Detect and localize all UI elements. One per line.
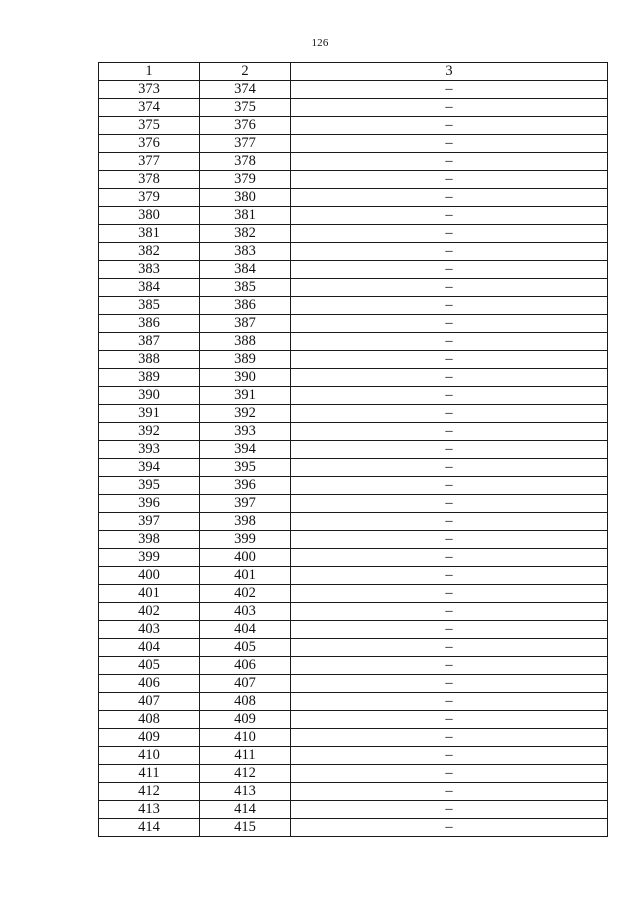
header-row	[99, 63, 608, 81]
table-cell-col-3: –	[291, 729, 608, 747]
table-row	[99, 243, 608, 261]
table-cell-col-2: 407	[200, 675, 291, 693]
table-cell-col-3: –	[291, 351, 608, 369]
table-cell-col-2: 404	[200, 621, 291, 639]
table-row	[99, 531, 608, 549]
table-cell-col-1: 401	[99, 585, 200, 603]
table-cell-col-2: 380	[200, 189, 291, 207]
table-cell-col-2: 409	[200, 711, 291, 729]
table-cell-col-1: 379	[99, 189, 200, 207]
table-cell-col-1: 386	[99, 315, 200, 333]
table-cell-col-3: –	[291, 243, 608, 261]
table-cell-col-2: 385	[200, 279, 291, 297]
table-cell-col-2: 408	[200, 693, 291, 711]
table-cell-col-3: –	[291, 387, 608, 405]
table-row	[99, 297, 608, 315]
table-row	[99, 819, 608, 837]
table-cell-col-2: 405	[200, 639, 291, 657]
table-cell-col-1: 395	[99, 477, 200, 495]
table-cell-col-1: 376	[99, 135, 200, 153]
table-row	[99, 495, 608, 513]
table-cell-col-3: –	[291, 171, 608, 189]
table-cell-col-1: 397	[99, 513, 200, 531]
table-cell-col-1: 381	[99, 225, 200, 243]
table-cell-col-2: 406	[200, 657, 291, 675]
table-row	[99, 153, 608, 171]
table-cell-col-3: –	[291, 567, 608, 585]
table-row	[99, 477, 608, 495]
table-cell-col-3: –	[291, 81, 608, 99]
table-cell-col-2: 391	[200, 387, 291, 405]
table-cell-col-2: 410	[200, 729, 291, 747]
table-cell-col-3: –	[291, 693, 608, 711]
table-row	[99, 675, 608, 693]
table-cell-col-1: 393	[99, 441, 200, 459]
table-row	[99, 711, 608, 729]
table-cell-col-1: 392	[99, 423, 200, 441]
table-row	[99, 621, 608, 639]
table-cell-col-2: 384	[200, 261, 291, 279]
table-cell-col-3: –	[291, 657, 608, 675]
table-row	[99, 747, 608, 765]
table-cell-col-2: 401	[200, 567, 291, 585]
table-cell-col-3: –	[291, 423, 608, 441]
table-cell-col-1: 403	[99, 621, 200, 639]
table-row	[99, 279, 608, 297]
table-cell-col-1: 394	[99, 459, 200, 477]
table-cell-col-3: –	[291, 513, 608, 531]
table-row	[99, 99, 608, 117]
table-cell-col-2: 374	[200, 81, 291, 99]
table-row	[99, 81, 608, 99]
table-cell-col-2: 412	[200, 765, 291, 783]
table-cell-col-2: 411	[200, 747, 291, 765]
table-cell-col-2: 388	[200, 333, 291, 351]
table-cell-col-2: 398	[200, 513, 291, 531]
table-cell-col-1: 411	[99, 765, 200, 783]
table-cell-col-2: 400	[200, 549, 291, 567]
table-cell-col-3: –	[291, 585, 608, 603]
table-row	[99, 513, 608, 531]
table-cell-col-3: –	[291, 261, 608, 279]
table-cell-col-1: 408	[99, 711, 200, 729]
table-cell-col-2: 379	[200, 171, 291, 189]
column-header-3: 3	[291, 63, 608, 81]
table-cell-col-2: 396	[200, 477, 291, 495]
table-cell-col-3: –	[291, 549, 608, 567]
table-row	[99, 315, 608, 333]
page-number: 126	[311, 37, 329, 49]
table-cell-col-1: 382	[99, 243, 200, 261]
table-cell-col-1: 383	[99, 261, 200, 279]
table-cell-col-1: 409	[99, 729, 200, 747]
table-cell-col-1: 398	[99, 531, 200, 549]
table-cell-col-1: 396	[99, 495, 200, 513]
table-cell-col-1: 414	[99, 819, 200, 837]
table-cell-col-1: 377	[99, 153, 200, 171]
table-cell-col-3: –	[291, 801, 608, 819]
table-cell-col-1: 373	[99, 81, 200, 99]
table-row	[99, 117, 608, 135]
table-row	[99, 585, 608, 603]
table-cell-col-3: –	[291, 459, 608, 477]
table-row	[99, 657, 608, 675]
table-row	[99, 333, 608, 351]
table-cell-col-1: 380	[99, 207, 200, 225]
table-cell-col-2: 378	[200, 153, 291, 171]
table-cell-col-3: –	[291, 189, 608, 207]
table-cell-col-3: –	[291, 297, 608, 315]
column-header-2: 2	[200, 63, 291, 81]
table-cell-col-3: –	[291, 477, 608, 495]
table-cell-col-3: –	[291, 99, 608, 117]
table-row	[99, 261, 608, 279]
table-cell-col-3: –	[291, 531, 608, 549]
table-cell-col-2: 389	[200, 351, 291, 369]
table-row	[99, 549, 608, 567]
table-cell-col-3: –	[291, 711, 608, 729]
table-cell-col-1: 387	[99, 333, 200, 351]
table-cell-col-3: –	[291, 639, 608, 657]
table-cell-col-3: –	[291, 225, 608, 243]
table-row	[99, 423, 608, 441]
table-cell-col-1: 388	[99, 351, 200, 369]
table-row	[99, 567, 608, 585]
table-cell-col-2: 399	[200, 531, 291, 549]
table-cell-col-2: 390	[200, 369, 291, 387]
table-cell-col-3: –	[291, 441, 608, 459]
table-cell-col-3: –	[291, 279, 608, 297]
table-cell-col-3: –	[291, 369, 608, 387]
table-cell-col-2: 395	[200, 459, 291, 477]
table-cell-col-2: 377	[200, 135, 291, 153]
column-header-1: 1	[99, 63, 200, 81]
table-cell-col-1: 375	[99, 117, 200, 135]
table-cell-col-3: –	[291, 153, 608, 171]
table-cell-col-2: 414	[200, 801, 291, 819]
table-row	[99, 639, 608, 657]
table-cell-col-1: 385	[99, 297, 200, 315]
table-cell-col-1: 407	[99, 693, 200, 711]
table-body	[99, 81, 608, 837]
table-cell-col-2: 393	[200, 423, 291, 441]
table-cell-col-3: –	[291, 117, 608, 135]
table-cell-col-3: –	[291, 675, 608, 693]
table-cell-col-1: 400	[99, 567, 200, 585]
table-cell-col-3: –	[291, 621, 608, 639]
table-cell-col-1: 413	[99, 801, 200, 819]
table-cell-col-1: 406	[99, 675, 200, 693]
table-cell-col-3: –	[291, 315, 608, 333]
table-cell-col-1: 389	[99, 369, 200, 387]
table-cell-col-2: 403	[200, 603, 291, 621]
table-cell-col-2: 383	[200, 243, 291, 261]
table-cell-col-1: 374	[99, 99, 200, 117]
table-cell-col-2: 387	[200, 315, 291, 333]
table-cell-col-3: –	[291, 207, 608, 225]
table-row	[99, 387, 608, 405]
data-table	[98, 62, 608, 837]
table-row	[99, 189, 608, 207]
table-cell-col-3: –	[291, 135, 608, 153]
table-cell-col-1: 410	[99, 747, 200, 765]
table-row	[99, 369, 608, 387]
table-row	[99, 729, 608, 747]
table-cell-col-3: –	[291, 405, 608, 423]
table-row	[99, 603, 608, 621]
table-cell-col-2: 397	[200, 495, 291, 513]
table-cell-col-2: 392	[200, 405, 291, 423]
table-row	[99, 783, 608, 801]
table-row	[99, 225, 608, 243]
table-cell-col-2: 415	[200, 819, 291, 837]
table-cell-col-2: 386	[200, 297, 291, 315]
table-cell-col-3: –	[291, 747, 608, 765]
table-cell-col-1: 390	[99, 387, 200, 405]
table-cell-col-3: –	[291, 495, 608, 513]
table-cell-col-1: 405	[99, 657, 200, 675]
table-cell-col-2: 413	[200, 783, 291, 801]
table-row	[99, 441, 608, 459]
table-row	[99, 135, 608, 153]
table-cell-col-2: 394	[200, 441, 291, 459]
table-cell-col-1: 402	[99, 603, 200, 621]
table-row	[99, 765, 608, 783]
table-row	[99, 801, 608, 819]
table-cell-col-1: 391	[99, 405, 200, 423]
table-cell-col-1: 384	[99, 279, 200, 297]
table-cell-col-1: 399	[99, 549, 200, 567]
table-cell-col-1: 404	[99, 639, 200, 657]
table-row	[99, 351, 608, 369]
table-cell-col-1: 378	[99, 171, 200, 189]
table-cell-col-2: 376	[200, 117, 291, 135]
table-row	[99, 207, 608, 225]
table-cell-col-3: –	[291, 333, 608, 351]
table-cell-col-3: –	[291, 819, 608, 837]
table-cell-col-2: 381	[200, 207, 291, 225]
table-cell-col-2: 382	[200, 225, 291, 243]
table-cell-col-3: –	[291, 603, 608, 621]
table-row	[99, 693, 608, 711]
table-row	[99, 459, 608, 477]
table-cell-col-3: –	[291, 783, 608, 801]
table-row	[99, 171, 608, 189]
table-cell-col-3: –	[291, 765, 608, 783]
table-cell-col-1: 412	[99, 783, 200, 801]
table-cell-col-2: 402	[200, 585, 291, 603]
table-row	[99, 405, 608, 423]
table-cell-col-2: 375	[200, 99, 291, 117]
